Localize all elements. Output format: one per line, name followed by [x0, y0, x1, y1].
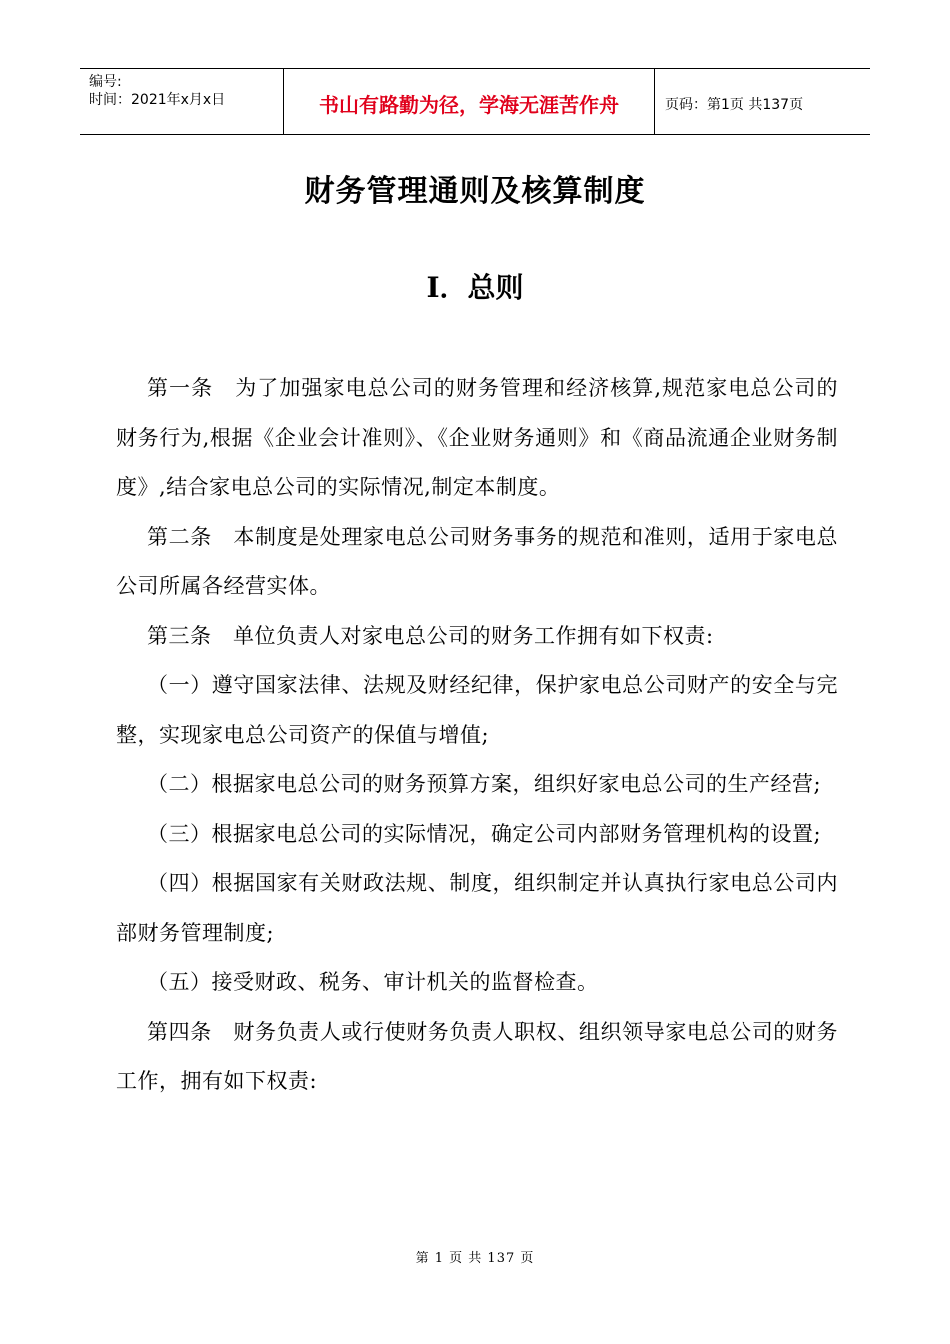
section-heading: I．总则 — [426, 271, 524, 304]
paragraph: （五）接受财政、税务、审计机关的监督检查。 — [147, 970, 599, 994]
document-title: 财务管理通则及核算制度 — [304, 174, 646, 209]
paragraph: （一）遵守国家法律、法规及财经纪律，保护家电总公司财产的安全与完整，实现家电总公司资产的保值与增值; — [116, 673, 838, 747]
number-label: 编号: — [89, 74, 122, 90]
paragraph: 第二条 本制度是处理家电总公司财务事务的规范和准则，适用于家电总公司所属各经营实体。 — [116, 524, 838, 598]
paragraph: 第四条 财务负责人或行使财务负责人职权、组织领导家电总公司的财务工作，拥有如下权责: — [116, 1019, 838, 1093]
motto: 书山有路勤为径，学海无涯苦作舟 — [283, 69, 655, 134]
page-header — [80, 68, 870, 135]
page-footer: 第 1 页 共 137 页 — [415, 1251, 535, 1266]
header-left-cell — [80, 69, 283, 134]
page-info: 页码：第1页 共137页 — [665, 96, 804, 113]
paragraph: （二）根据家电总公司的财务预算方案，组织好家电总公司的生产经营; — [147, 772, 822, 796]
time-label: 时间：2021年x月x日 — [89, 92, 226, 108]
paragraph: 第三条 单位负责人对家电总公司的财务工作拥有如下权责: — [147, 623, 714, 648]
paragraph: （三）根据家电总公司的实际情况，确定公司内部财务管理机构的设置; — [147, 821, 822, 846]
paragraph: 第一条 为了加强家电总公司的财务管理和经济核算,规范家电总公司的财务行为,根据《企业会计准则》、《企业财务通则》和《商品流通企业财务制度》,结合家电总公司的实际情况,制定本制度。 — [116, 376, 838, 499]
document-body — [116, 364, 838, 1107]
paragraph: （四）根据国家有关财政法规、制度，组织制定并认真执行家电总公司内部财务管理制度; — [116, 871, 838, 945]
